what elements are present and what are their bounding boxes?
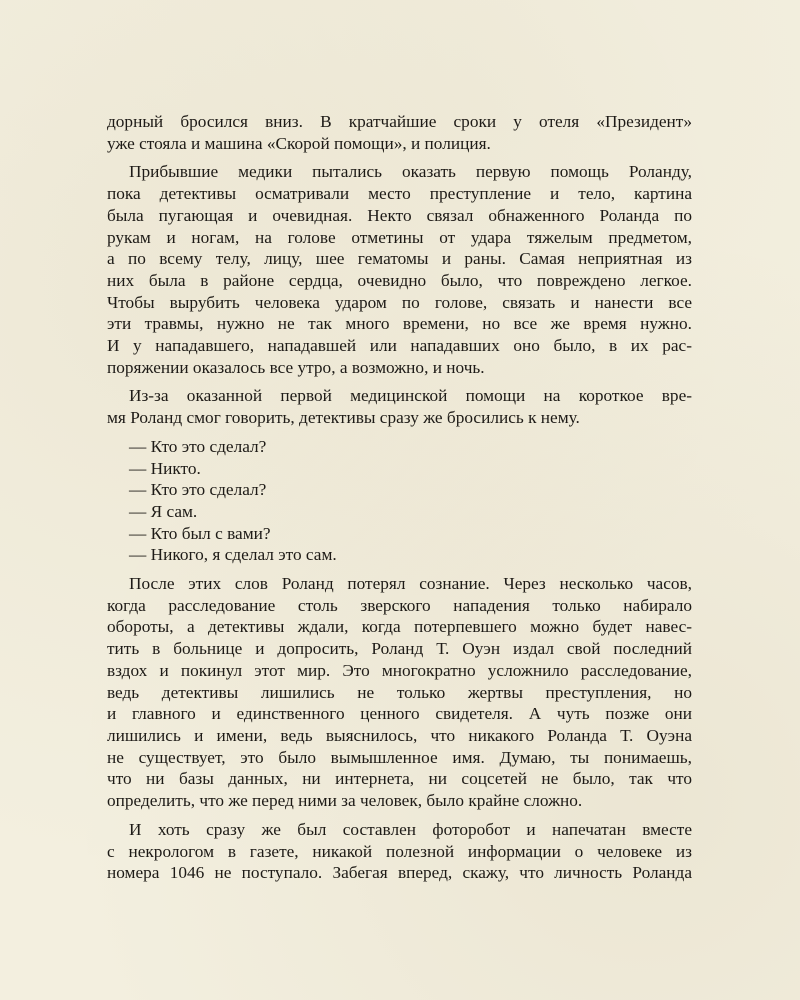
text-line: — Я сам. bbox=[129, 501, 198, 521]
dialogue-block bbox=[107, 436, 692, 566]
text-line: Прибывшие медики пытались оказать первую помощь Роланду, bbox=[129, 162, 692, 182]
book-page-text bbox=[107, 111, 692, 884]
text-line: была пугающая и очевидная. Некто связал обнаженного Роланда по bbox=[107, 205, 692, 225]
text-line: ведь детективы лишились не только жертвы преступления, но bbox=[107, 682, 692, 702]
paragraph bbox=[107, 819, 692, 884]
text-line: пока детективы осматривали место преступление и тело, картина bbox=[107, 184, 692, 204]
text-line: не существует, это было вымышленное имя. Думаю, ты понимаешь, bbox=[107, 747, 692, 767]
text-line: Чтобы вырубить человека ударом по голове, связать и нанести все bbox=[107, 292, 692, 312]
text-line: а по всему телу, лицу, шее гематомы и раны. Самая неприятная из bbox=[107, 249, 692, 269]
text-line: что ни базы данных, ни интернета, ни соцсетей не было, так что bbox=[107, 769, 692, 789]
paragraph bbox=[107, 385, 692, 428]
text-line: когда расследование столь зверского нападения только набирало bbox=[107, 595, 692, 615]
text-line: — Кто был с вами? bbox=[129, 523, 271, 543]
text-line: — Кто это сделал? bbox=[129, 436, 267, 456]
text-line: обороты, а детективы ждали, когда потерпевшего можно будет навес- bbox=[107, 617, 692, 637]
text-line: рукам и ногам, на голове отметины от удара тяжелым предметом, bbox=[107, 227, 692, 247]
text-line: определить, что же перед ними за человек, было крайне сложно. bbox=[107, 791, 583, 811]
text-line: них была в районе сердца, очевидно было, что повреждено легкое. bbox=[107, 270, 692, 290]
text-line: уже стояла и машина «Скорой помощи», и полиция. bbox=[107, 133, 491, 153]
text-line: эти травмы, нужно не так много времени, но все же время нужно. bbox=[107, 314, 692, 334]
text-line: Из-за оказанной первой медицинской помощи на короткое вре- bbox=[129, 386, 692, 406]
paragraph bbox=[107, 111, 692, 154]
paragraph bbox=[107, 573, 692, 812]
text-line: После этих слов Роланд потерял сознание. Через несколько часов, bbox=[129, 574, 692, 594]
text-line: — Никто. bbox=[129, 458, 201, 478]
text-line: номера 1046 не поступало. Забегая вперед, скажу, что личность Роланда bbox=[107, 863, 692, 883]
text-line: И хоть сразу же был составлен фоторобот и напечатан вместе bbox=[129, 819, 692, 839]
text-line: с некрологом в газете, никакой полезной информации о человеке из bbox=[107, 841, 692, 861]
text-line: тить в больнице и допросить, Роланд Т. Оуэн издал свой последний bbox=[107, 639, 692, 659]
text-line: вздох и покинул этот мир. Это многократно усложнило расследование, bbox=[107, 660, 692, 680]
text-line: лишились и имени, ведь выяснилось, что никакого Роланда Т. Оуэна bbox=[107, 725, 692, 745]
paragraph bbox=[107, 161, 692, 378]
text-line: мя Роланд смог говорить, детективы сразу же бросились к нему. bbox=[107, 408, 580, 428]
text-line: И у нападавшего, нападавшей или нападавших оно было, в их рас- bbox=[107, 336, 692, 356]
text-line: — Кто это сделал? bbox=[129, 480, 267, 500]
text-line: и главного и единственного ценного свидетеля. А чуть позже они bbox=[107, 704, 692, 724]
text-line: дорный бросился вниз. В кратчайшие сроки у отеля «Президент» bbox=[107, 112, 692, 131]
text-line: — Никого, я сделал это сам. bbox=[129, 545, 337, 565]
text-line: поряжении оказалось все утро, а возможно, и ночь. bbox=[107, 357, 485, 377]
